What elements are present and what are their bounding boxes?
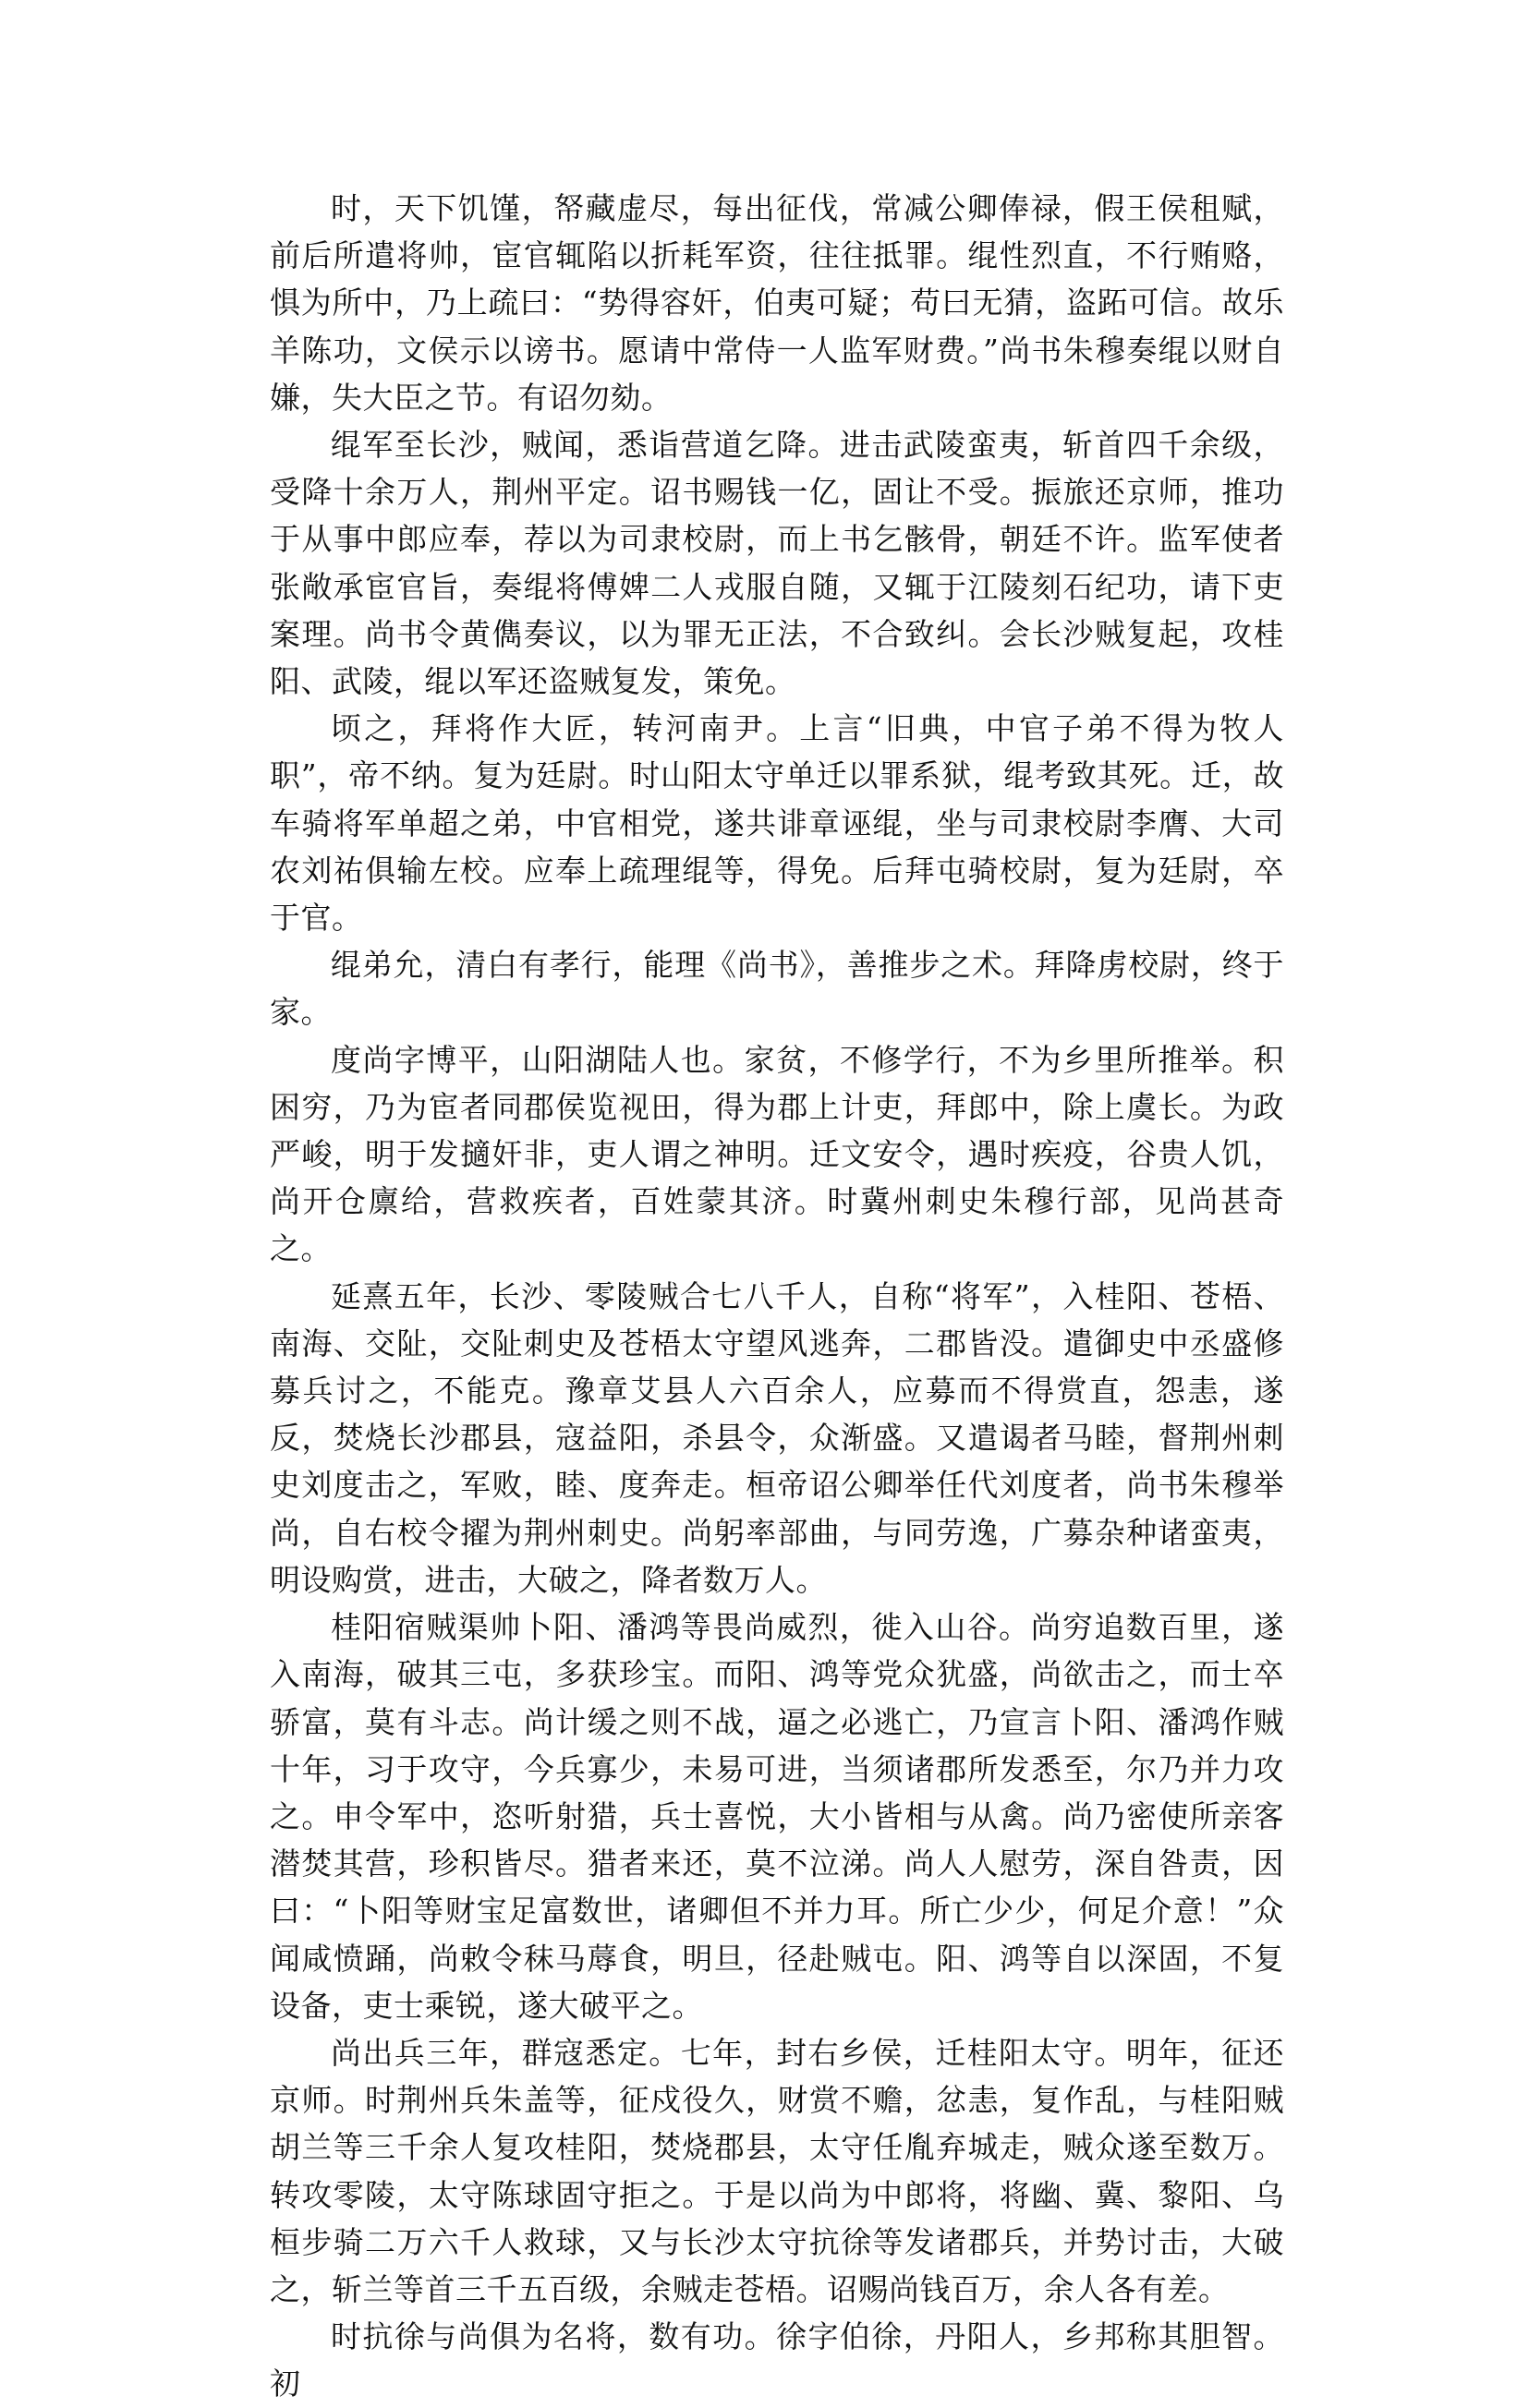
paragraph: 度尚字博平，山阳湖陆人也。家贫，不修学行，不为乡里所推举。积困穷，乃为宦者同郡侯览视田，得为郡上计吏，拜郎中，除上虞长。为政严峻，明于发擿奸非，吏人谓之神明。迁文安令，遇时疾疫，谷贵人饥，尚开仓廪给，营救疾者，百姓蒙其济。时冀州刺史朱穆行部，见尚甚奇之。 (270, 1041, 1284, 1267)
paragraph: 时，天下饥馑，帑藏虚尽，每出征伐，常减公卿俸禄，假王侯租赋，前后所遣将帅，宦官辄陷以折耗军资，往往抵罪。绲性烈直，不行贿赂，惧为所中，乃上疏曰：“势得容奸，伯夷可疑；苟曰无猜，盗跖可信。故乐羊陈功，文侯示以谤书。愿请中常侍一人监军财费。”尚书朱穆奏绲以财自嫌，失大臣之节。有诏勿劾。 (270, 190, 1284, 416)
body-text (270, 185, 1284, 2408)
paragraph: 顷之，拜将作大匠，转河南尹。上言“旧典，中官子弟不得为牧人职”，帝不纳。复为廷尉。时山阳太守单迁以罪系狱，绲考致其死。迁，故车骑将军单超之弟，中官相党，遂共诽章诬绲，坐与司隶校尉李膺、大司农刘祐俱输左校。应奉上疏理绲等，得免。后拜屯骑校尉，复为廷尉，卒于官。 (270, 710, 1284, 937)
paragraph: 时抗徐与尚俱为名将，数有功。徐字伯徐，丹阳人，乡邦称其胆智。初 (270, 2318, 1284, 2402)
paragraph: 尚出兵三年，群寇悉定。七年，封右乡侯，迁桂阳太守。明年，征还京师。时荆州兵朱盖等，征戍役久，财赏不赡，忿恚，复作乱，与桂阳贼胡兰等三千余人复攻桂阳，焚烧郡县，太守任胤弃城走，贼众遂至数万。转攻零陵，太守陈球固守拒之。于是以尚为中郎将，将幽、冀、黎阳、乌桓步骑二万六千人救球，又与长沙太守抗徐等发诸郡兵，并势讨击，大破之，斩兰等首三千五百级，余贼走苍梧。诏赐尚钱百万，余人各有差。 (270, 2034, 1284, 2307)
paragraph: 桂阳宿贼渠帅卜阳、潘鸿等畏尚威烈，徙入山谷。尚穷追数百里，遂入南海，破其三屯，多获珍宝。而阳、鸿等党众犹盛，尚欲击之，而士卒骄富，莫有斗志。尚计缓之则不战，逼之必逃亡，乃宣言卜阳、潘鸿作贼十年，习于攻守，今兵寡少，未易可进，当须诸郡所发悉至，尔乃并力攻之。申令军中，恣听射猎，兵士喜悦，大小皆相与从禽。尚乃密使所亲客潜焚其营，珍积皆尽。猎者来还，莫不泣涕。尚人人慰劳，深自咎责，因曰：“卜阳等财宝足富数世，诸卿但不并力耳。所亡少少，何足介意！”众闻咸愤踊，尚敕令秣马蓐食，明旦，径赴贼屯。阳、鸿等自以深固，不复设备，吏士乘锐，遂大破平之。 (270, 1609, 1284, 2024)
paragraph: 延熹五年，长沙、零陵贼合七八千人，自称“将军”，入桂阳、苍梧、南海、交阯，交阯刺史及苍梧太守望风逃奔，二郡皆没。遣御史中丞盛修募兵讨之，不能克。豫章艾县人六百余人，应募而不得赏直，怨恚，遂反，焚烧长沙郡县，寇益阳，杀县令，众渐盛。又遣谒者马睦，督荆州刺史刘度击之，军败，睦、度奔走。桓帝诏公卿举任代刘度者，尚书朱穆举尚，自右校令擢为荆州刺史。尚躬率部曲，与同劳逸，广募杂种诸蛮夷，明设购赏，进击，大破之，降者数万人。 (270, 1277, 1284, 1598)
paragraph: 绲弟允，清白有孝行，能理《尚书》，善推步之术。拜降虏校尉，终于家。 (270, 947, 1284, 1031)
paragraph: 绲军至长沙，贼闻，悉诣营道乞降。进击武陵蛮夷，斩首四千余级，受降十余万人，荆州平定。诏书赐钱一亿，固让不受。振旅还京师，推功于从事中郎应奉，荐以为司隶校尉，而上书乞骸骨，朝廷不许。监军使者张敞承宦官旨，奏绲将傅婢二人戎服自随，又辄于江陵刻石纪功，请下吏案理。尚书令黄儁奏议，以为罪无正法，不合致纠。会长沙贼复起，攻桂阳、武陵，绲以军还盗贼复发，策免。 (270, 427, 1284, 700)
